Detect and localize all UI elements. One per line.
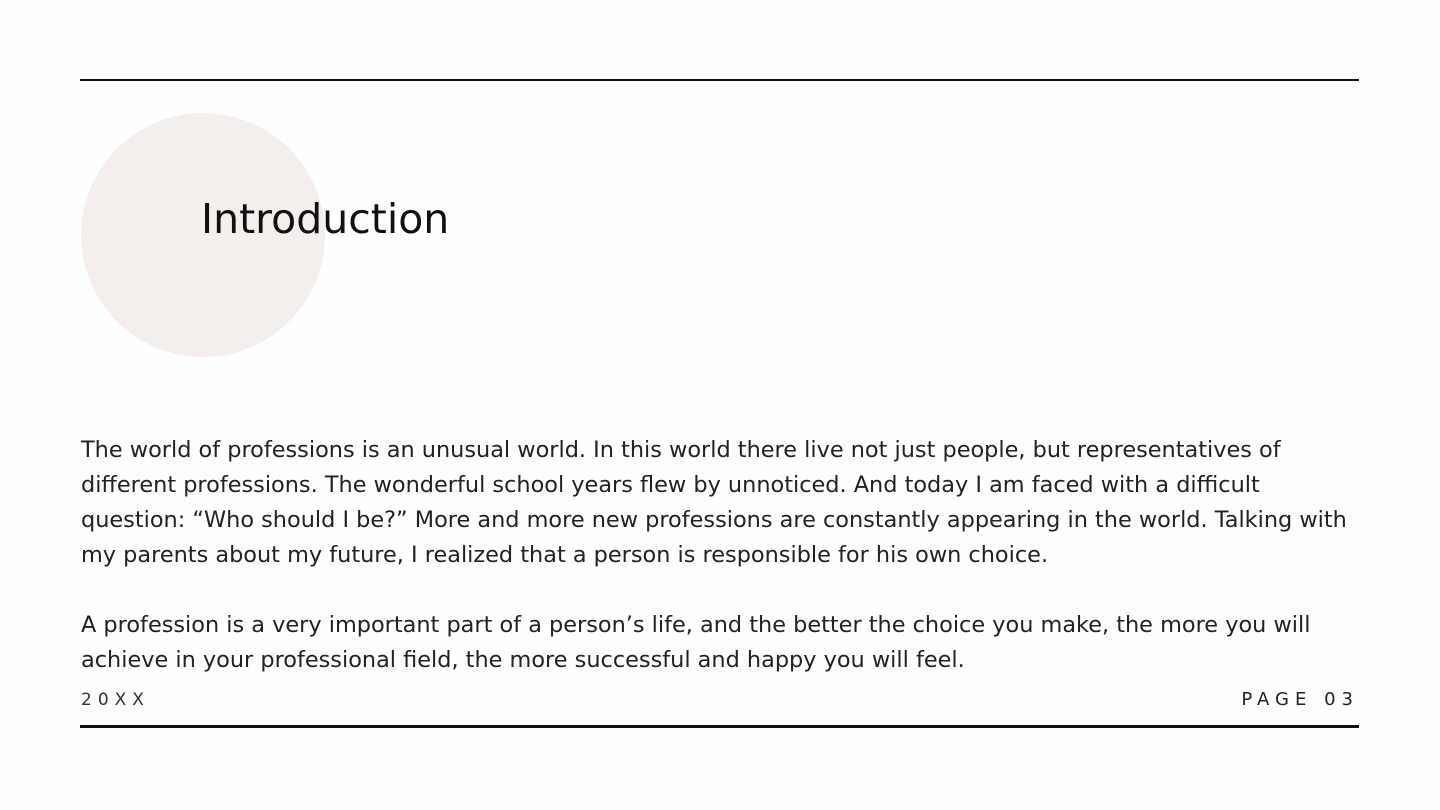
page-number: PAGE 03: [1241, 689, 1359, 710]
paragraph-1: The world of professions is an unusual world. In this world there live not just people, but representatives of different professions. The wonderful school years flew by unnoticed. And today I am faced with a difficult question: “Who should I be?” More and more new professions are constantly appearing in the world. Talking with my parents about my future, I realized that a person is responsible for his own choice.: [81, 437, 1347, 568]
body-text: [81, 433, 1371, 678]
bottom-rule: [80, 725, 1359, 728]
slide-title: Introduction: [201, 195, 450, 243]
top-rule: [80, 79, 1359, 81]
footer-year: 20XX: [81, 690, 150, 710]
paragraph-2: A profession is a very important part of a person’s life, and the better the choice you make, the more you will achieve in your professional field, the more successful and happy you will feel.: [81, 612, 1311, 673]
